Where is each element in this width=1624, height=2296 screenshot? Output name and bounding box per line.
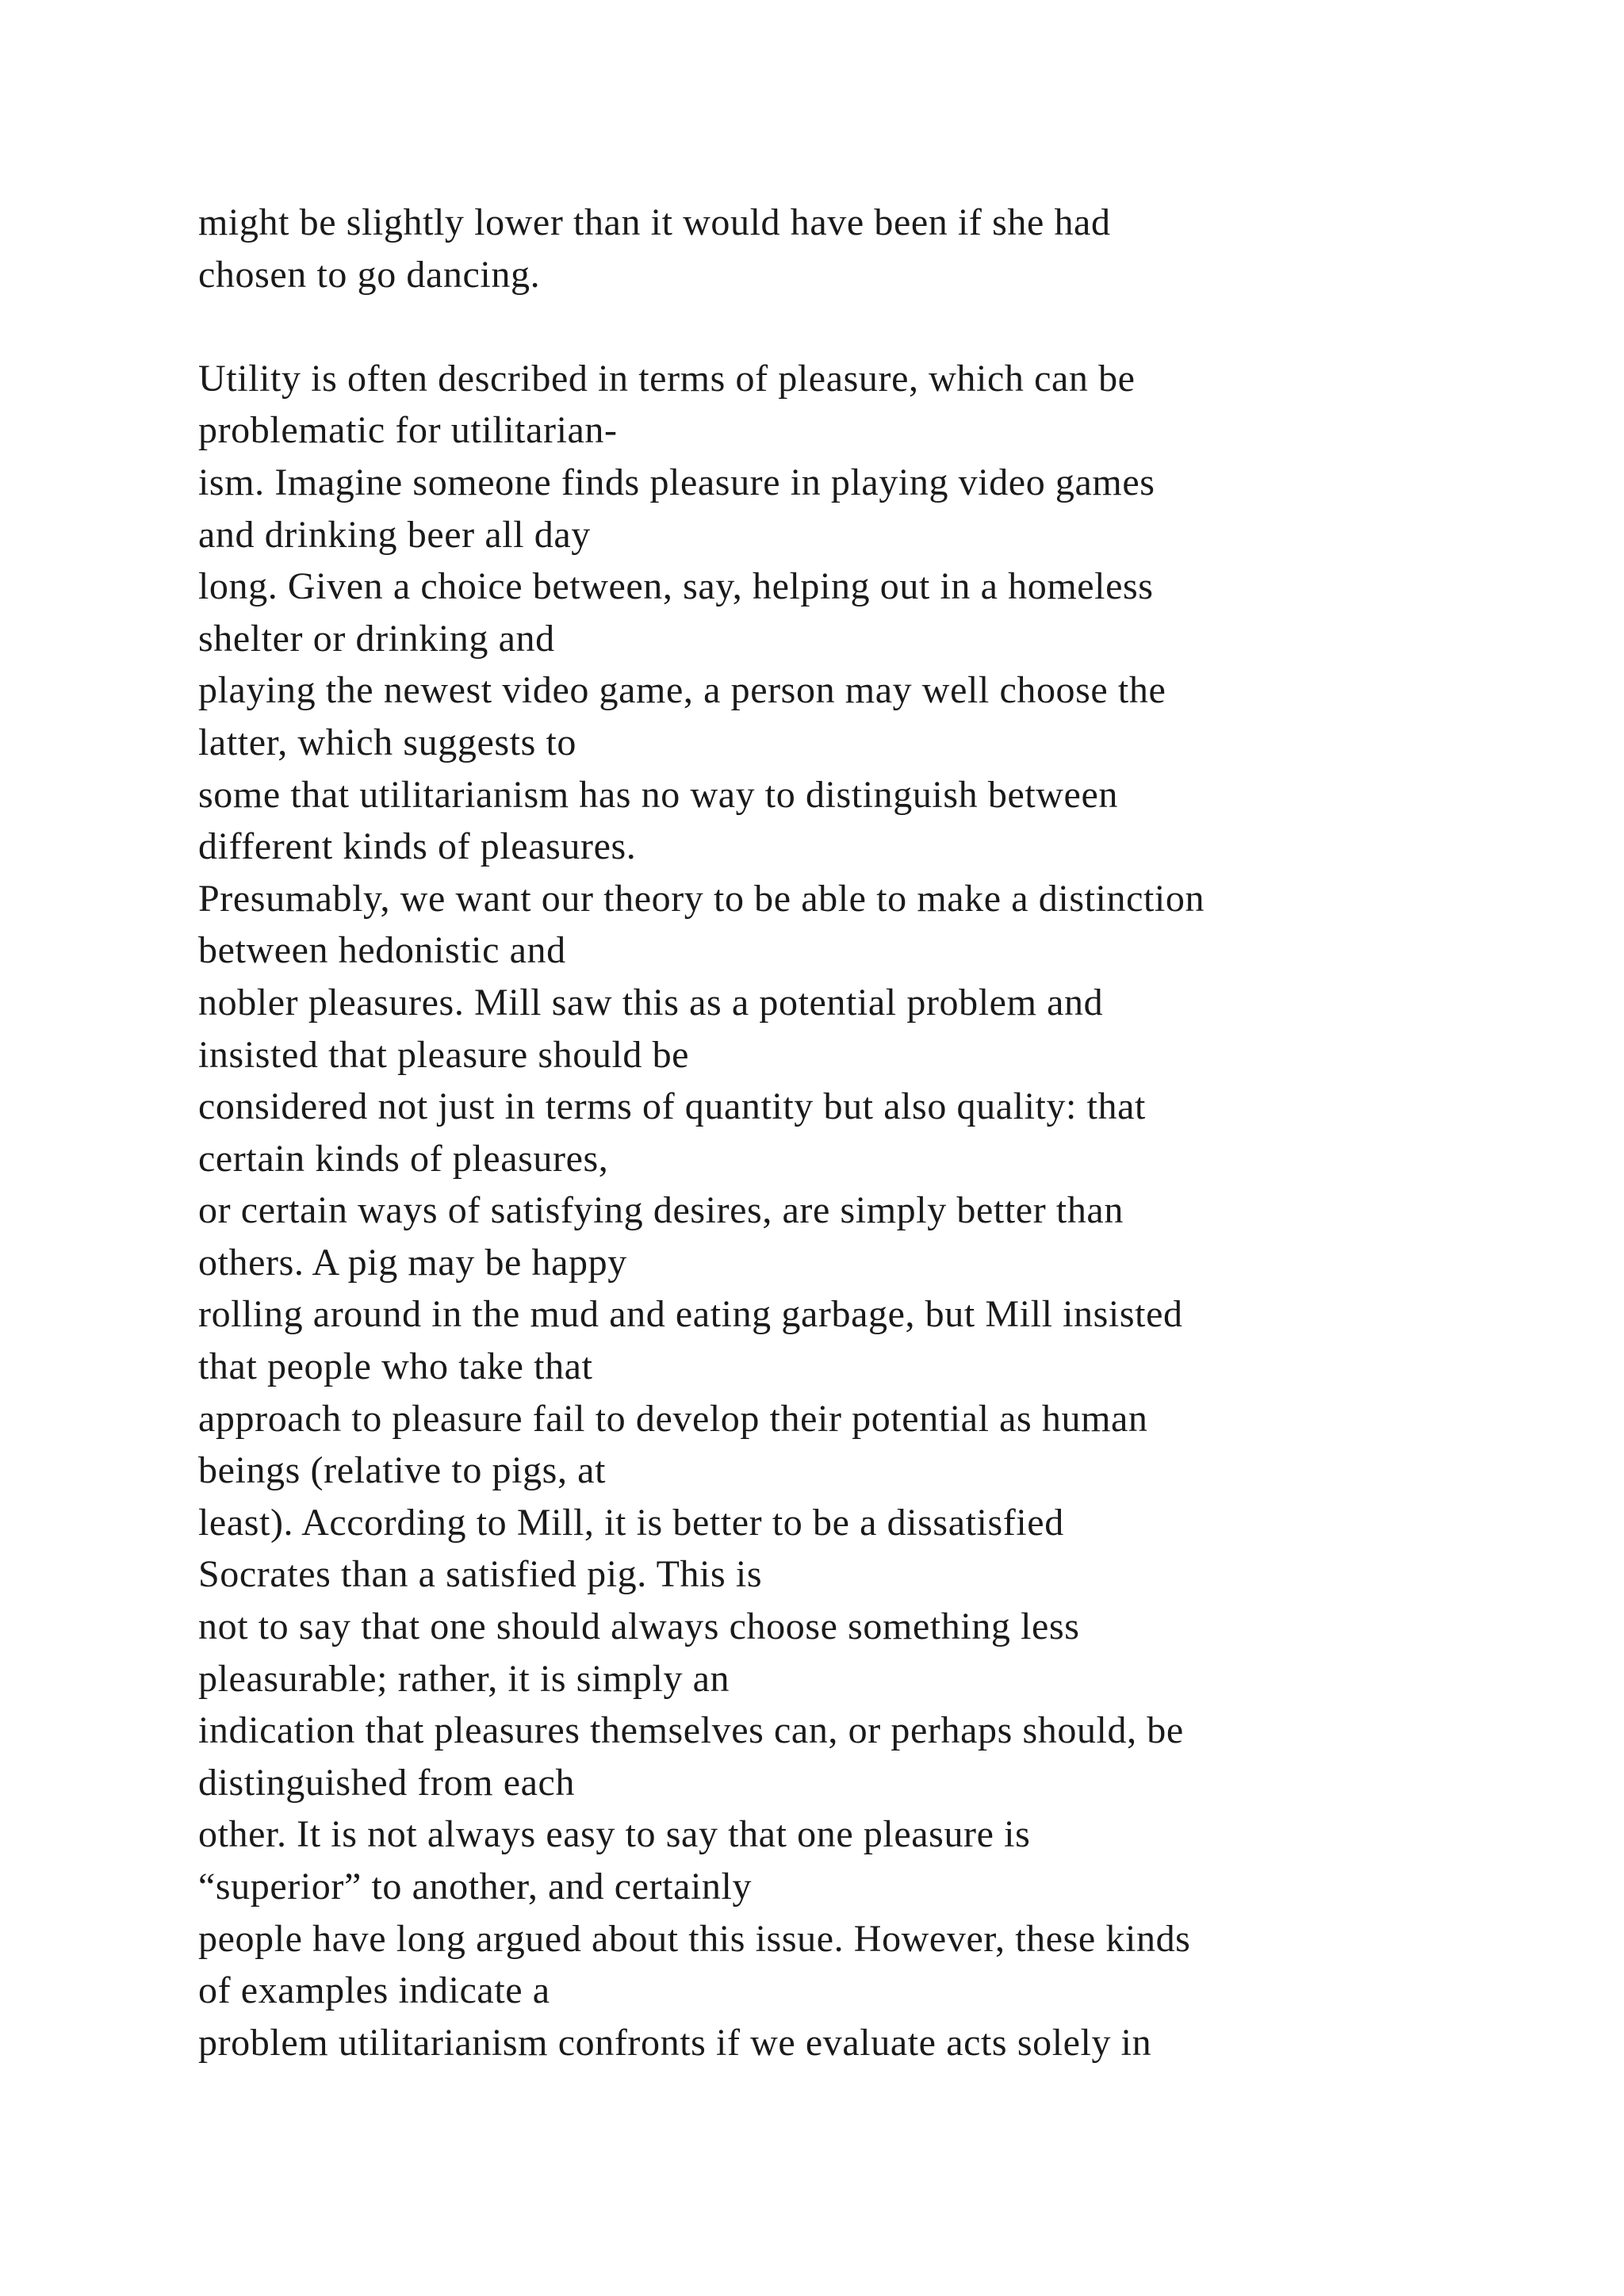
body-text xyxy=(198,197,1546,2068)
text-line: or certain ways of satisfying desires, are simply better than xyxy=(198,1189,1124,1232)
text-line: of examples indicate a xyxy=(198,1969,550,2012)
text-line: ism. Imagine someone finds pleasure in playing video games xyxy=(198,461,1155,503)
text-line: least). According to Mill, it is better to be a dissatisfied xyxy=(198,1501,1064,1544)
text-line: certain kinds of pleasures, xyxy=(198,1137,609,1180)
text-line: shelter or drinking and xyxy=(198,617,555,660)
text-line: people have long argued about this issue. However, these kinds xyxy=(198,1917,1191,1960)
text-line: long. Given a choice between, say, helping out in a homeless xyxy=(198,565,1154,608)
text-line: different kinds of pleasures. xyxy=(198,825,637,868)
text-line: not to say that one should always choose something less xyxy=(198,1605,1080,1648)
text-line: indication that pleasures themselves can, or perhaps should, be xyxy=(198,1709,1184,1752)
text-line: considered not just in terms of quantity but also quality: that xyxy=(198,1085,1146,1128)
text-line: other. It is not always easy to say that one pleasure is xyxy=(198,1813,1031,1856)
text-line: some that utilitarianism has no way to distinguish between xyxy=(198,773,1118,816)
text-line: and drinking beer all day xyxy=(198,513,591,556)
text-line: chosen to go dancing. xyxy=(198,253,541,296)
text-line: problematic for utilitarian- xyxy=(198,409,618,452)
text-line: insisted that pleasure should be xyxy=(198,1033,690,1076)
text-line: beings (relative to pigs, at xyxy=(198,1449,607,1492)
text-line: that people who take that xyxy=(198,1345,593,1388)
text-line: latter, which suggests to xyxy=(198,721,576,763)
text-line: Utility is often described in terms of pleasure, which can be xyxy=(198,357,1136,400)
text-line: Socrates than a satisfied pig. This is xyxy=(198,1553,763,1596)
text-line: Presumably, we want our theory to be able to make a distinction xyxy=(198,877,1205,920)
text-line: problem utilitarianism confronts if we evaluate acts solely in xyxy=(198,2021,1152,2064)
text-line: playing the newest video game, a person may well choose the xyxy=(198,669,1166,712)
text-line: approach to pleasure fail to develop their potential as human xyxy=(198,1397,1148,1440)
text-line: nobler pleasures. Mill saw this as a potential problem and xyxy=(198,981,1104,1024)
text-line: “superior” to another, and certainly xyxy=(198,1866,753,1908)
paragraph-gap xyxy=(198,300,1546,353)
text-line: rolling around in the mud and eating garbage, but Mill insisted xyxy=(198,1293,1183,1336)
text-line: between hedonistic and xyxy=(198,929,566,972)
text-line: pleasurable; rather, it is simply an xyxy=(198,1657,730,1700)
text-line: distinguished from each xyxy=(198,1761,576,1804)
text-line: might be slightly lower than it would have been if she had xyxy=(198,201,1111,243)
text-line: others. A pig may be happy xyxy=(198,1241,627,1284)
